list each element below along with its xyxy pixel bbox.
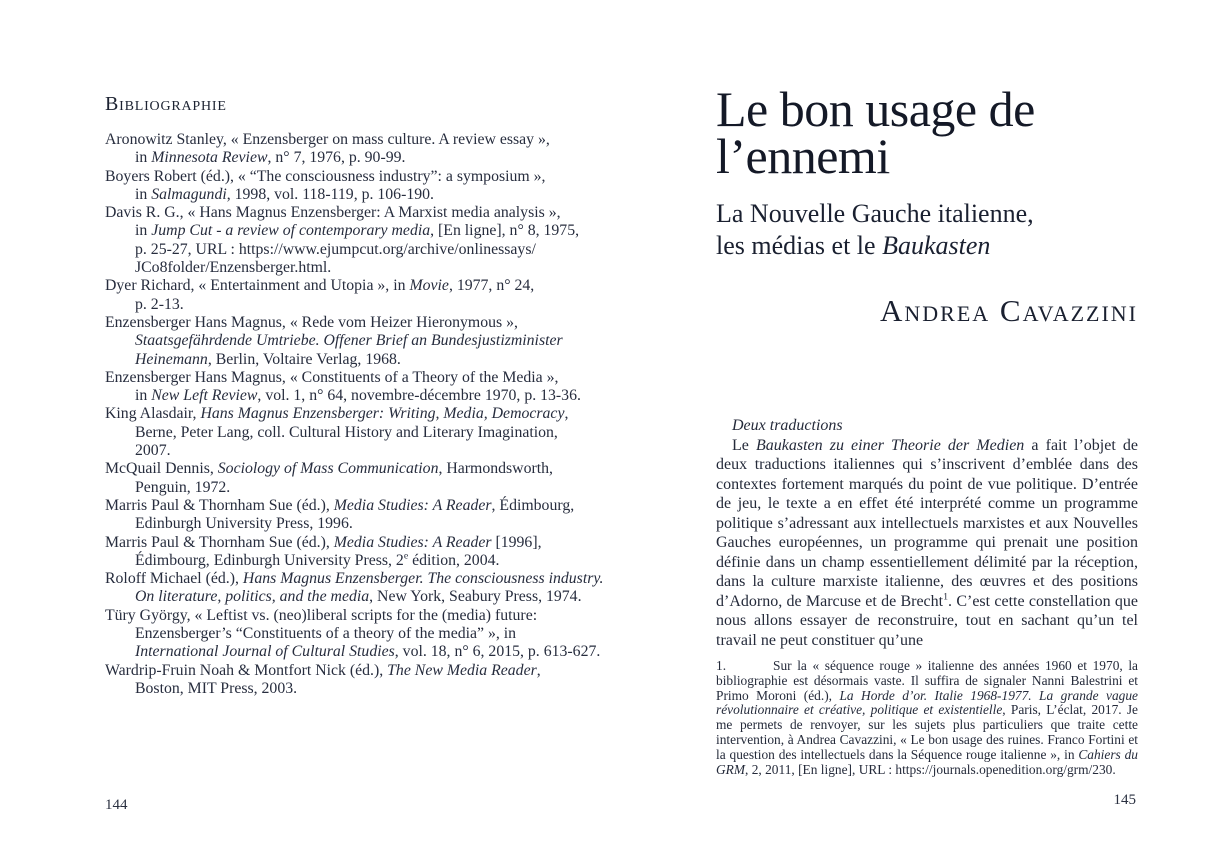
page-number-right: 145 — [1113, 792, 1136, 808]
bibliography-entry-line: in Jump Cut - a review of contemporary media, [En ligne], n° 8, 1975, — [135, 222, 580, 240]
bibliography-entry-line: Enzensberger’s “Constituents of a theory of the media” », in — [135, 625, 517, 643]
bibliography-entry — [105, 369, 640, 406]
bibliography-heading: Bibliographie — [105, 93, 227, 115]
bibliography-entry — [105, 168, 640, 205]
author-name: Andrea Cavazzini — [880, 293, 1138, 328]
bibliography-entry — [105, 204, 640, 277]
bibliography-entry — [105, 405, 640, 460]
bibliography-entry-line: Edinburgh University Press, 1996. — [135, 515, 353, 533]
page-number-left: 144 — [105, 797, 128, 813]
bibliography-entry-line: Boston, MIT Press, 2003. — [135, 679, 298, 697]
bibliography-entry — [105, 131, 640, 168]
footnote — [716, 659, 1138, 777]
bibliography-entry — [105, 277, 640, 314]
bibliography-entry — [105, 662, 640, 699]
bibliography-entry-line: Boyers Robert (éd.), « “The consciousness industry”: a symposium », — [105, 167, 546, 185]
chapter-title — [716, 81, 1035, 184]
bibliography-entry — [105, 314, 640, 369]
bibliography-entry-line: JCo8folder/Enzensberger.html. — [135, 259, 332, 277]
bibliography-entry-line: in Salmagundi, 1998, vol. 118-119, p. 106-190. — [135, 185, 434, 203]
bibliography-entry-line: in New Left Review, vol. 1, n° 64, novembre-décembre 1970, p. 13-36. — [135, 387, 581, 405]
chapter-subtitle-line-1: La Nouvelle Gauche italienne, — [716, 199, 1034, 228]
chapter-subtitle — [716, 198, 1034, 262]
bibliography-entry-line: Enzensberger Hans Magnus, « Constituents of a Theory of the Media », — [105, 368, 559, 386]
body-text — [716, 416, 1138, 650]
bibliography-entry-line: International Journal of Cultural Studies, vol. 18, n° 6, 2015, p. 613-627. — [135, 643, 601, 661]
bibliography-entry-line: On literature, politics, and the media, New York, Seabury Press, 1974. — [135, 588, 582, 606]
bibliography-entry-line: Marris Paul & Thornham Sue (éd.), Media Studies: A Reader, Édimbourg, — [105, 496, 575, 514]
bibliography-entry-line: Roloff Michael (éd.), Hans Magnus Enzensberger. The consciousness industry. — [105, 570, 604, 588]
bibliography-entry — [105, 460, 640, 497]
bibliography-entry-line: Wardrip-Fruin Noah & Montfort Nick (éd.), The New Media Reader, — [105, 661, 541, 679]
page-right — [660, 0, 1228, 866]
chapter-subtitle-line-2: les médias et le Baukasten — [716, 231, 991, 260]
bibliography-entry-line: Aronowitz Stanley, « Enzensberger on mass culture. A review essay », — [105, 131, 550, 148]
bibliography-entry-line: Enzensberger Hans Magnus, « Rede vom Heizer Hieronymous », — [105, 313, 518, 331]
bibliography-entry-line: McQuail Dennis, Sociology of Mass Communication, Harmondsworth, — [105, 460, 553, 478]
chapter-title-line-1: Le bon usage de — [716, 81, 1035, 137]
bibliography-entry — [105, 570, 640, 607]
bibliography-entry-line: Heinemann, Berlin, Voltaire Verlag, 1968. — [135, 350, 401, 368]
bibliography-entry-line: in Minnesota Review, n° 7, 1976, p. 90-99. — [135, 149, 406, 167]
bibliography-entry-line: p. 25-27, URL : https://www.ejumpcut.org/archive/onlinessays/ — [135, 240, 536, 258]
bibliography-entry-line: 2007. — [135, 442, 171, 460]
bibliography-entry-line: Staatsgefährdende Umtriebe. Offener Brief an Bundesjustizminister — [135, 332, 563, 350]
body-paragraph: Le Baukasten zu einer Theorie der Medien a fait l’objet de deux traductions italiennes qui s’inscrivent d’emblée dans des contextes fortement marqués du point de vue politique. D’entrée de jeu, le texte a en effet été interprété comme un programme politique s’adressant aux intellectuels marxistes et aux Nouvelles Gauches européennes, un programme qui prenait une position définie dans un champ essentiellement délimité par la réception, dans la culture marxiste italienne, des œuvres et des positions d’Adorno, de Marcuse et de Brecht$^1$. C’est cette constellation que nous allons essayer de reconstruire, tout en sachant qu’un tel travail ne peut constituer qu’une — [716, 436, 1139, 649]
bibliography-entry-line: p. 2-13. — [135, 295, 184, 313]
bibliography-entry-line: Dyer Richard, « Entertainment and Utopia », in Movie, 1977, n° 24, — [105, 277, 535, 295]
bibliography-entry-line: Berne, Peter Lang, coll. Cultural History and Literary Imagination, — [135, 423, 558, 441]
footnote-text: Sur la « séquence rouge » italienne des années 1960 et 1970, la bibliographie est désormais vaste. Il suffira de signaler Nanni Balestrini et Primo Moroni (éd.), La Horde d’or. Italie 1968-1977. La grande vague révolutionnaire et créative, politique et existentielle, Paris, L’éclat, 2017. Je me permets de renvoyer, sur les sujets plus particuliers que traite cette intervention, à Andrea Cavazzini, « Le bon usage des ruines. Franco Fortini et la question des intellectuels dans la Séquence rouge italienne », in Cahiers du GRM, 2, 2011, [En ligne], URL : https://journals.openedition.org/grm/230. — [716, 658, 1138, 777]
bibliography-entry-line: Édimbourg, Edinburgh University Press, 2e édition, 2004. — [135, 550, 500, 569]
bibliography-entry-line: Davis R. G., « Hans Magnus Enzensberger: A Marxist media analysis », — [105, 204, 561, 222]
bibliography-entry — [105, 607, 640, 662]
bibliography-entry — [105, 497, 640, 534]
bibliography-entry-line: Türy György, « Leftist vs. (neo)liberal scripts for the (media) future: — [105, 606, 538, 624]
bibliography-entry-line: King Alasdair, Hans Magnus Enzensberger: Writing, Media, Democracy, — [105, 405, 569, 423]
section-heading: Deux traductions — [732, 417, 843, 434]
bibliography-entry-line: Penguin, 1972. — [135, 478, 231, 496]
bibliography-list — [105, 131, 640, 698]
bibliography-entry-line: Marris Paul & Thornham Sue (éd.), Media Studies: A Reader [1996], — [105, 533, 542, 551]
bibliography-entry — [105, 534, 640, 571]
footnote-number: 1. — [716, 658, 727, 673]
chapter-title-line-2: l’ennemi — [716, 128, 890, 184]
